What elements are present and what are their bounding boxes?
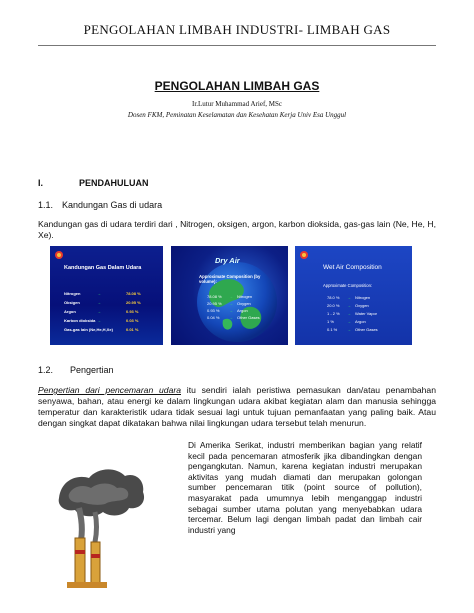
slide-row-value: 20.0 % [327, 303, 340, 308]
subsection-heading: Pengertian [70, 365, 114, 375]
slide-title: Wet Air Composition [323, 264, 382, 271]
slide-row-label: Nitrogen [237, 294, 253, 299]
arrow-icon: → [229, 308, 233, 313]
running-header: PENGOLAHAN LIMBAH INDUSTRI- LIMBAH GAS [83, 22, 391, 37]
slide-row-value: 0.03 % [126, 318, 139, 323]
slide-wet-air [295, 246, 412, 345]
slide-row-label: Oxygen [237, 301, 251, 306]
paragraph-industry-pollution: Di Amerika Serikat, industri memberikan bagian yang relatif kecil pada pencemaran atmosferik jika dibandingkan dengan pengangkutan. Namun, karena kegiatan industri merupakan aktivitas yang mudah diamati dan merupakan golongan sumber pencemaran titik (point source of pollution), masyarakat pada umumnya lebih menganggap industri sebagai sumber utama polutan yang menyebabkan udara tercemar. Belum lagi dengan limbah padat dan limbah cair industri yang [188, 440, 422, 535]
arrow-icon: → [347, 303, 351, 308]
slide-row-label: Other Gases [237, 315, 260, 320]
section-number: I. [38, 178, 44, 188]
slide-row-value: 78.08 % [207, 294, 222, 299]
arrow-icon: → [347, 327, 351, 332]
slide-title: Dry Air [215, 256, 240, 265]
slide-row-value: 0.93 % [207, 308, 220, 313]
slide-gas-composition [50, 246, 163, 345]
slide-row-value: 20.95 % [207, 301, 222, 306]
slide-subtitle: Approximate Composition: [323, 283, 373, 288]
slide-row-label: Argon [355, 319, 366, 324]
slide-subtitle: Approximate Composition (by volume): [199, 274, 261, 284]
definition-lead: Pengertian dari pencemaran udara [38, 385, 181, 395]
slide-row-label: Oksigen [64, 300, 80, 305]
arrow-icon: → [347, 311, 351, 316]
author-line: Ir.Lutur Muhammad Arief, MSc [191, 100, 282, 108]
arrow-icon: → [97, 300, 101, 305]
paragraph-gas-content: Kandungan gas di udara terdiri dari , Nitrogen, oksigen, argon, karbon dioksida, gas-gas lain (Ne, He, H, Xe). [38, 219, 436, 240]
arrow-icon: → [347, 319, 351, 324]
definition-body: itu sendiri ialah peristiwa pemasukan dan/atau penambahan senyawa, bahan, atau energi ke dalam lingkungan udara akibat kegiatan alam dan manusia sehingga temperatur dan karakteristik udara tidak sesuai lagi untuk tujuan pemanfaatan yang paling baik. Atau dengan singkat dapat dikatakan bahwa nilai lingkungan udara tersebut telah menurun. [38, 385, 436, 428]
slide-row-value: 78.08 % [126, 291, 141, 296]
slide-row-value: 0.93 % [126, 309, 139, 314]
arrow-icon: → [229, 315, 233, 320]
slide-row-label: Karbon dioksida [64, 318, 96, 323]
factory-smoke-illustration [55, 458, 147, 590]
arrow-icon: → [97, 291, 101, 296]
subsection-number: 1.2. [38, 365, 54, 375]
subsection-number: 1.1. [38, 200, 54, 210]
arrow-icon: → [229, 294, 233, 299]
slide-row-label: Gas-gas lain (Ne,He,H,Xe) [64, 327, 113, 332]
paragraph-definition [38, 385, 436, 429]
section-heading: PENDAHULUAN [79, 178, 149, 188]
arrow-icon: → [229, 301, 233, 306]
slide-row-value: 1 - 2 % [327, 311, 340, 316]
slide-row-value: 20.95 % [126, 300, 141, 305]
arrow-icon: → [97, 318, 101, 323]
slide-row-label: Argon [64, 309, 76, 314]
affiliation-line: Dosen FKM, Peminatan Keselamatan dan Kesehatan Kerja Univ Esa Unggul [127, 111, 347, 119]
slide-dry-air [171, 246, 288, 345]
slide-row-value: 0.01 % [126, 327, 139, 332]
slide-title: Kandungan Gas Dalam Udara [64, 265, 142, 271]
slide-row-value: 0.04 % [207, 315, 220, 320]
arrow-icon: → [97, 309, 101, 314]
slide-row-label: Nitrogen [355, 295, 371, 300]
slide-logo-icon [299, 250, 309, 260]
slide-row-label: Water Vapor [355, 311, 378, 316]
arrow-icon: → [347, 295, 351, 300]
slide-logo-icon [54, 250, 64, 260]
slide-row-label: Argon [237, 308, 248, 313]
slide-row-label: Nitrogen [64, 291, 81, 296]
header-divider [38, 45, 436, 46]
document-title: PENGOLAHAN LIMBAH GAS [154, 79, 320, 93]
slide-row-label: Oxygen [355, 303, 369, 308]
slide-row-value: 78.0 % [327, 295, 340, 300]
slide-row-label: Other Gases [355, 327, 378, 332]
slide-row-value: 1 % [327, 319, 334, 324]
subsection-heading: Kandungan Gas di udara [62, 200, 163, 210]
slide-row-value: 0.1 % [327, 327, 338, 332]
